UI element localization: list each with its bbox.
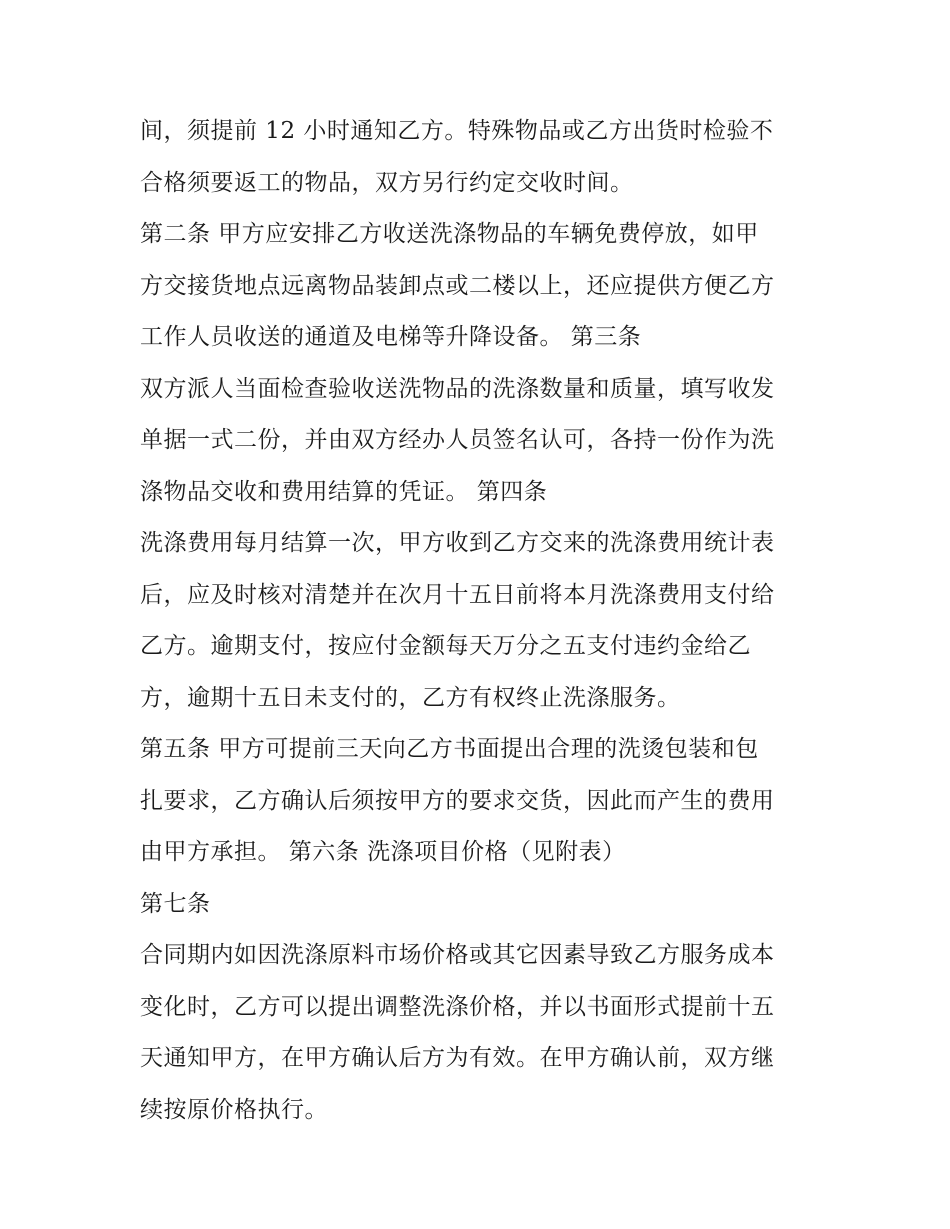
text-line: 单据一式二份，并由双方经办人员签名认可，各持一份作为洗 <box>140 427 775 453</box>
text-line: 工作人员收送的通道及电梯等升降设备。 第三条 <box>140 324 642 350</box>
text-line: 涤物品交收和费用结算的凭证。 第四条 <box>140 478 548 505</box>
text-line: 洗涤费用每月结算一次，甲方收到乙方交来的洗涤费用统计表 <box>140 530 775 556</box>
text-line: 合格须要返工的物品，双方另行约定交收时间。 <box>140 169 634 196</box>
contract-body-text <box>140 106 820 1136</box>
text-line: 间，须提前 12 小时通知乙方。特殊物品或乙方出货时检验不 <box>140 118 774 144</box>
text-line: 变化时，乙方可以提出调整洗涤价格，并以书面形式提前十五 <box>140 993 775 1020</box>
text-line: 合同期内如因洗涤原料市场价格或其它因素导致乙方服务成本 <box>140 942 775 968</box>
text-line: 双方派人当面检查验收送洗物品的洗涤数量和质量，填写收发 <box>140 375 775 402</box>
text-line: 由甲方承担。 第六条 洗涤项目价格（见附表） <box>140 839 626 865</box>
text-line: 后，应及时核对清楚并在次月十五日前将本月洗涤费用支付给 <box>140 581 775 608</box>
text-line: 第七条 <box>140 890 211 917</box>
text-line: 方交接货地点远离物品装卸点或二楼以上，还应提供方便乙方 <box>140 272 775 299</box>
text-line: 天通知甲方，在甲方确认后方为有效。在甲方确认前，双方继 <box>140 1045 775 1071</box>
text-line: 乙方。逾期支付，按应付金额每天万分之五支付违约金给乙 <box>140 633 751 659</box>
text-line: 续按原价格执行。 <box>140 1096 328 1123</box>
text-line: 方，逾期十五日未支付的，乙方有权终止洗涤服务。 <box>140 684 681 711</box>
text-line: 第五条 甲方可提前三天向乙方书面提出合理的洗烫包装和包 <box>140 736 759 762</box>
text-line: 第二条 甲方应安排乙方收送洗涤物品的车辆免费停放，如甲 <box>140 221 759 247</box>
text-line: 扎要求，乙方确认后须按甲方的要求交货，因此而产生的费用 <box>140 787 775 814</box>
